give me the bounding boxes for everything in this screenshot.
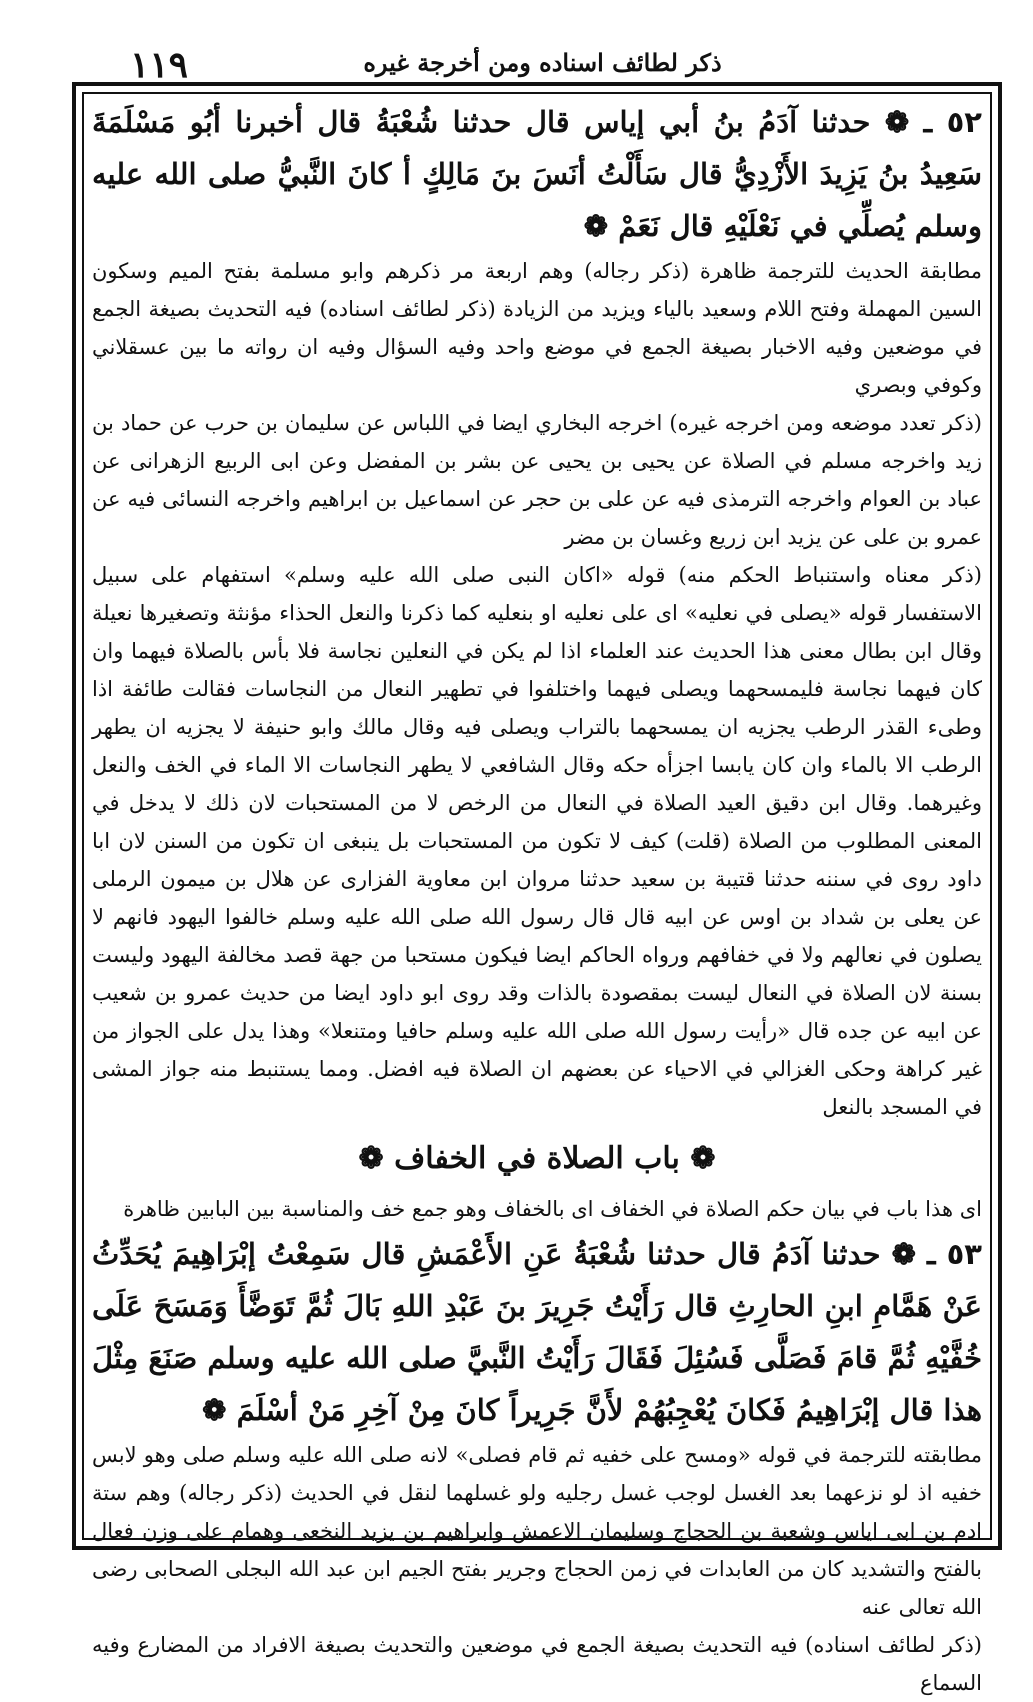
chapter-title: باب الصلاة في الخفاف [394, 1141, 680, 1176]
hadith-text: حدثنا آدَمُ قال حدثنا شُعْبَةُ عَنِ الأَعْمَشِ قال سَمِعْتُ إبْرَاهِيمَ يُحَدِّثُ عَنْ هَمَّامِ ابنِ الحارِثِ قال رَأَيْتُ جَرِيرَ بنَ عَبْدِ اللهِ بَالَ ثُمَّ تَوَضَّأَ وَمَسَحَ عَلَى خُفَّيْهِ ثُمَّ قامَ فَصَلَّى فَسُئِلَ فَقَالَ رَأَيْتُ النَّبيَّ صلى الله عليه وسلم صَنَعَ مِثْلَ هذا قال إبْرَاهِيمُ فَكانَ يُعْجِبُهُمْ لأَنَّ جَرِيراً كانَ مِنْ آخِرِ مَنْ أسْلَمَ [92, 1237, 982, 1427]
commentary-paragraph: (ذكر تعدد موضعه ومن اخرجه غيره) اخرجه البخاري ايضا في اللباس عن سليمان بن حرب عن حماد بن زيد واخرجه مسلم في الصلاة عن يحيى بن يحيى عن بشر بن المفضل وعن ابى الربيع الزهرانى عن عباد بن العوام واخرجه الترمذى فيه عن على بن حجر عن اسماعيل بن ابراهيم واخرجه النسائى فيه عن عمرو بن على عن يزيد ابن زريع وغسان بن مضر [92, 411, 982, 549]
page-number: ١١٩ [130, 44, 189, 86]
chapter-heading [92, 1132, 982, 1186]
hadith-end-mark: ❁ [583, 209, 609, 243]
hadith-end-mark: ❁ [202, 1393, 227, 1427]
hadith-number: ٥٢ [946, 105, 982, 139]
running-title: ذكر لطائف اسناده ومن أخرجة غيره [363, 48, 722, 77]
hadith-dash: ـ ❁ [870, 105, 933, 139]
hadith-dash: ـ ❁ [880, 1237, 936, 1271]
heading-ornament: ❁ [358, 1141, 384, 1176]
commentary-paragraph: مطابقته للترجمة في قوله «ومسح على خفيه ثم قام فصلى» لانه صلى الله عليه وسلم صلى وهو لابس خفيه اذ لو نزعهما بعد الغسل لوجب غسل رجليه ولو غسلهما لنقل في الحديث (ذكر رجاله) وهم ستة ادم بن ابى اياس وشعبة بن الحجاج وسليمان الاعمش وابراهيم بن يزيد النخعى وهمام على وزن فعال بالفتح والتشديد كان من العابدات في زمن الحجاج وجرير بفتح الجيم ابن عبد الله البجلى الصحابى رضى الله تعالى عنه [92, 1443, 982, 1619]
commentary-paragraph: (ذكر لطائف اسناده) فيه التحديث بصيغة الجمع في موضعين والتحديث بصيغة الافراد من المضارع وفيه السماع [92, 1633, 982, 1695]
page-body [92, 96, 982, 1695]
page-header [90, 42, 995, 86]
commentary-paragraph: (ذكر معناه واستنباط الحكم منه) قوله «اكان النبى صلى الله عليه وسلم» استفهام على سبيل الاستفسار قوله «يصلى في نعليه» اى على نعليه او بنعليه كما ذكرنا والنعل الحذاء مؤنثة وتصغيرها نعيلة وقال ابن بطال معنى هذا الحديث عند العلماء اذا لم يكن في النعلين نجاسة فلا بأس بالصلاة فيهما وان كان فيهما نجاسة فليمسحهما ويصلى فيهما واختلفوا في تطهير النعال من النجاسات فقالت طائفة اذا وطىء القذر الرطب يجزيه ان يمسحهما بالتراب ويصلى فيه وقال مالك وابو حنيفة لا يجزيه ان يطهر الرطب الا بالماء وان كان يابسا اجزأه حكه وقال الشافعي لا يطهر النجاسات الا الماء في الخف والنعل وغيرهما. وقال ابن دقيق العيد الصلاة في النعال من الرخص لا من المستحبات لان ذلك لا يدخل في المعنى المطلوب من الصلاة (قلت) كيف لا تكون من المستحبات بل ينبغى ان تكون من السنن لان ابا داود روى في سننه حدثنا قتيبة بن سعيد حدثنا مروان ابن معاوية الفزارى عن هلال بن ميمون الرملى عن يعلى بن شداد بن اوس عن ابيه قال قال رسول الله صلى الله عليه وسلم خالفوا اليهود فانهم لا يصلون في نعالهم ولا في خفافهم ورواه الحاكم ايضا فيكون مستحبا من جهة قصد مخالفة اليهود وليست بسنة لان الصلاة في النعال ليست بمقصودة بالذات وقد روى ابو داود ايضا من حديث عمرو بن شعيب عن ابيه عن جده قال «رأيت رسول الله صلى الله عليه وسلم حافيا ومتنعلا» وهذا يدل على الجواز من غير كراهة وحكى الغزالي في الاحياء عن بعضهم ان الصلاة فيه افضل. ومما يستنبط منه جواز المشى في المسجد بالنعل [92, 563, 982, 1119]
hadith-text: حدثنا آدَمُ بنُ أبي إياس قال حدثنا شُعْبَةُ قال أخبرنا أبُو مَسْلَمَةَ سَعِيدُ بنُ يَزِيدَ الأَزْدِيُّ قال سَأَلْتُ أنَسَ بنَ مَالِكٍ أ كانَ النَّبيُّ صلى الله عليه وسلم يُصلِّي في نَعْلَيْهِ قال نَعَمْ [92, 105, 982, 243]
hadith-number: ٥٣ [946, 1237, 982, 1271]
chapter-commentary: اى هذا باب في بيان حكم الصلاة في الخفاف اى بالخفاف وهو جمع خف والمناسبة بين البابين ظاهرة [123, 1197, 982, 1221]
commentary-paragraph: مطابقة الحديث للترجمة ظاهرة (ذكر رجاله) وهم اربعة مر ذكرهم وابو مسلمة بفتح الميم وسكون السين المهملة وفتح اللام وسعيد بالياء ويزيد من الزيادة (ذكر لطائف اسناده) فيه التحديث بصيغة الجمع في موضعين وفيه الاخبار بصيغة الجمع في موضع واحد وفيه السؤال وفيه ان رواته ما بين عسقلاني وكوفي وبصري [92, 259, 982, 397]
hadith-52 [92, 96, 982, 252]
hadith-53 [92, 1228, 982, 1436]
heading-ornament: ❁ [679, 1141, 716, 1176]
